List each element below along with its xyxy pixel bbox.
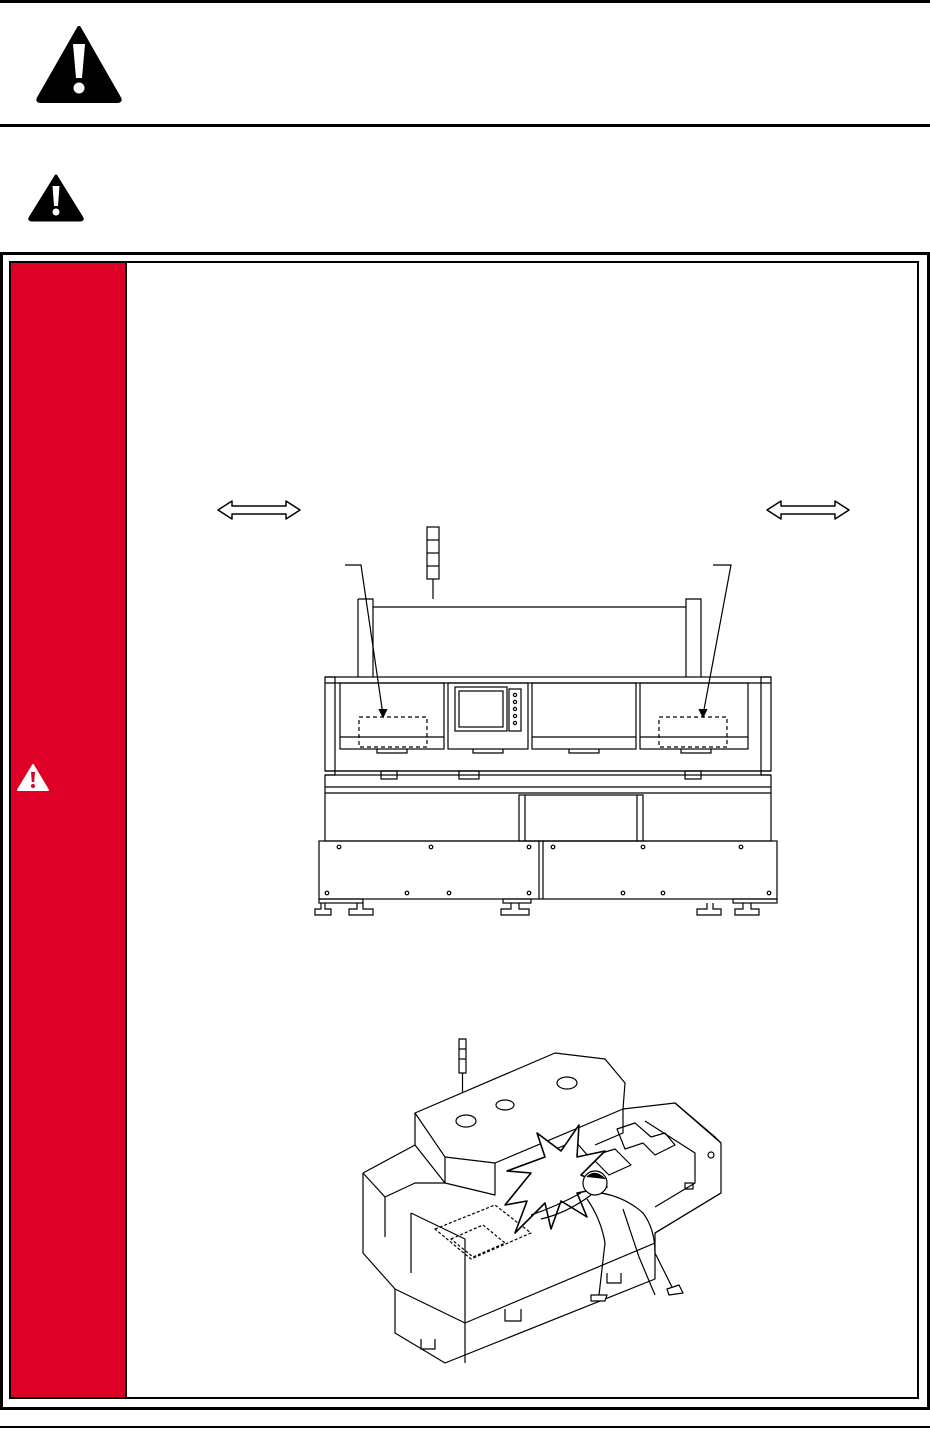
- warning-panel: [0, 252, 930, 1410]
- panel-content: [127, 263, 917, 1397]
- double-arrow-icon: [216, 499, 302, 521]
- top-border: [0, 0, 930, 3]
- section-warning: [26, 172, 86, 222]
- header-warning: [34, 22, 124, 104]
- footer-divider: [0, 1426, 930, 1428]
- sidebar-warning: [16, 763, 50, 793]
- warning-triangle-icon: [34, 22, 124, 104]
- danger-sidebar: [11, 263, 127, 1397]
- warning-triangle-icon: [16, 763, 50, 793]
- double-arrow-icon: [765, 499, 851, 521]
- warning-panel-inner: [9, 261, 919, 1399]
- warning-triangle-icon: [26, 172, 86, 222]
- machine-hazard-illustration: [355, 1033, 735, 1373]
- header-divider: [0, 124, 930, 127]
- machine-front-view-illustration: [303, 525, 793, 925]
